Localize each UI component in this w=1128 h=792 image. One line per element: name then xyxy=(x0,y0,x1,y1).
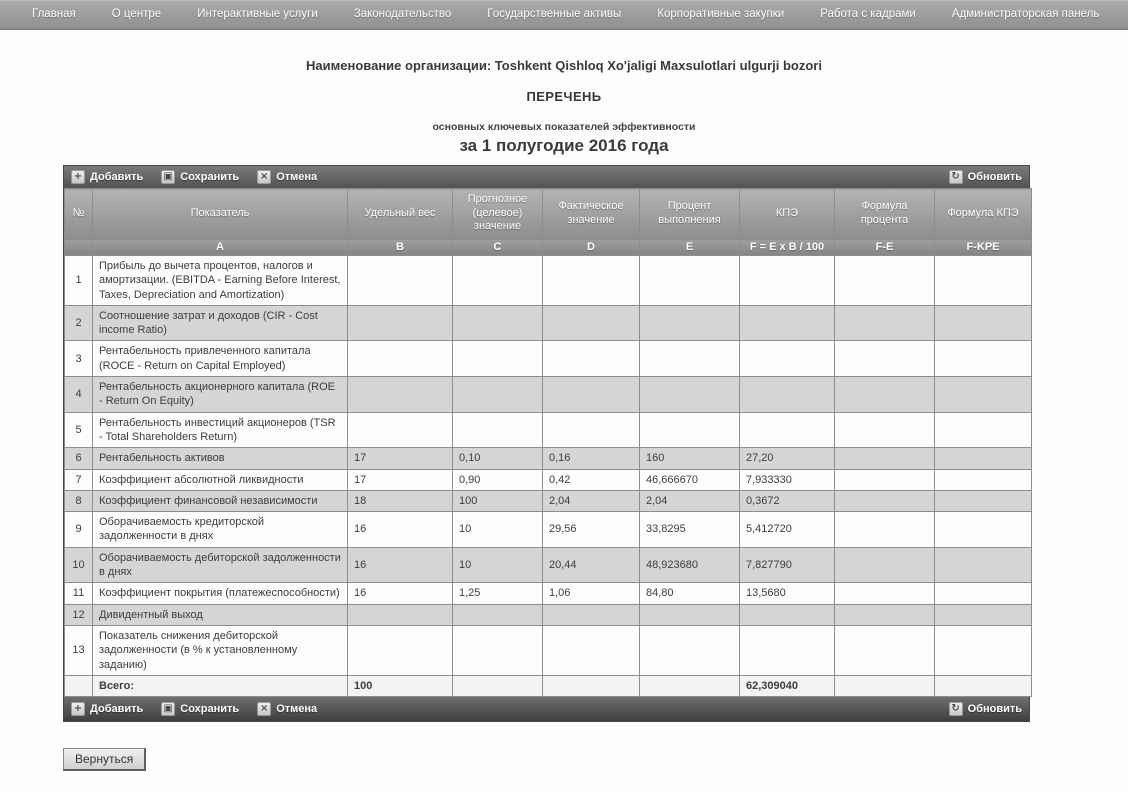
table-row[interactable] xyxy=(65,625,1032,675)
row-indicator: Дивидентный выход xyxy=(93,604,348,625)
letter-c: C xyxy=(453,239,543,256)
row-formula-kpe xyxy=(935,583,1032,604)
add-button-bottom[interactable] xyxy=(71,702,143,716)
row-percent: 2,04 xyxy=(640,490,740,511)
row-actual: 20,44 xyxy=(543,547,640,583)
table-footer xyxy=(65,675,1032,696)
row-number: 12 xyxy=(65,604,93,625)
row-number: 7 xyxy=(65,469,93,490)
letter-fkpe: F-KPE xyxy=(935,239,1032,256)
nav-item-interactive-services[interactable]: Интерактивные услуги xyxy=(197,8,318,20)
row-weight xyxy=(348,256,453,306)
cancel-button[interactable] xyxy=(257,170,317,184)
row-formula-percent xyxy=(835,469,935,490)
row-formula-kpe xyxy=(935,469,1032,490)
page-titles xyxy=(0,58,1128,156)
row-formula-percent xyxy=(835,583,935,604)
row-actual xyxy=(543,604,640,625)
row-number: 11 xyxy=(65,583,93,604)
row-number: 6 xyxy=(65,448,93,469)
row-kpe xyxy=(740,412,835,448)
total-label: Всего: xyxy=(93,675,348,696)
row-weight: 17 xyxy=(348,448,453,469)
row-formula-percent xyxy=(835,547,935,583)
nav-item-corporate-procurement[interactable]: Корпоративные закупки xyxy=(657,8,785,20)
row-formula-percent xyxy=(835,604,935,625)
row-formula-percent xyxy=(835,377,935,413)
add-button-label: Добавить xyxy=(90,171,144,183)
row-actual xyxy=(543,256,640,306)
row-kpe: 5,412720 xyxy=(740,512,835,548)
plus-icon: + xyxy=(71,170,85,184)
nav-item-hr[interactable]: Работа с кадрами xyxy=(820,8,916,20)
total-kpe: 62,309040 xyxy=(740,675,835,696)
row-kpe xyxy=(740,341,835,377)
refresh-button-bottom[interactable] xyxy=(949,702,1022,716)
row-number: 8 xyxy=(65,490,93,511)
table-row[interactable] xyxy=(65,512,1032,548)
row-actual: 29,56 xyxy=(543,512,640,548)
row-number: 9 xyxy=(65,512,93,548)
letter-f-formula: F = E x B / 100 xyxy=(740,239,835,256)
plus-icon: + xyxy=(71,702,85,716)
row-formula-percent xyxy=(835,448,935,469)
cancel-button-label: Отмена xyxy=(276,703,318,716)
col-formula-percent: Формула процента xyxy=(835,189,935,239)
row-percent: 46,666670 xyxy=(640,469,740,490)
row-kpe: 7,827790 xyxy=(740,547,835,583)
row-kpe xyxy=(740,377,835,413)
organization-name: Наименование организации: Toshkent Qishloq Xo'jaligi Maxsulotlari ulgurji bozori xyxy=(306,58,822,73)
row-formula-kpe xyxy=(935,377,1032,413)
row-kpe: 13,5680 xyxy=(740,583,835,604)
row-indicator: Рентабельность привлеченного капитала (ROCE - Return on Capital Employed) xyxy=(93,341,348,377)
row-formula-kpe xyxy=(935,625,1032,675)
letters-row xyxy=(65,239,1032,256)
row-target xyxy=(453,377,543,413)
row-percent xyxy=(640,412,740,448)
save-button-label: Сохранить xyxy=(180,703,240,716)
row-formula-percent xyxy=(835,256,935,306)
row-number: 3 xyxy=(65,341,93,377)
row-weight: 18 xyxy=(348,490,453,511)
letter-num xyxy=(65,239,93,256)
row-kpe xyxy=(740,604,835,625)
row-percent xyxy=(640,256,740,306)
row-actual xyxy=(543,305,640,341)
row-percent: 48,923680 xyxy=(640,547,740,583)
row-formula-percent xyxy=(835,305,935,341)
row-indicator: Коэффициент абсолютной ликвидности xyxy=(93,469,348,490)
table-row[interactable] xyxy=(65,490,1032,511)
col-weight: Удельный вес xyxy=(348,189,453,239)
row-formula-kpe xyxy=(935,412,1032,448)
row-target xyxy=(453,305,543,341)
row-actual xyxy=(543,341,640,377)
table-row[interactable] xyxy=(65,448,1032,469)
table-body xyxy=(65,256,1032,676)
row-formula-kpe xyxy=(935,305,1032,341)
row-actual xyxy=(543,412,640,448)
total-row xyxy=(65,675,1032,696)
row-target xyxy=(453,625,543,675)
table-row[interactable] xyxy=(65,341,1032,377)
row-kpe xyxy=(740,625,835,675)
kpi-table xyxy=(64,188,1032,697)
nav-item-legislation[interactable]: Законодательство xyxy=(353,8,452,20)
col-percent: Процент выполнения xyxy=(640,189,740,239)
row-percent: 33,8295 xyxy=(640,512,740,548)
row-number: 4 xyxy=(65,377,93,413)
row-weight xyxy=(348,412,453,448)
row-formula-kpe xyxy=(935,256,1032,306)
row-indicator: Рентабельность акционерного капитала (ROE - Return On Equity) xyxy=(93,377,348,413)
letter-fe: F-E xyxy=(835,239,935,256)
col-formula-kpe: Формула КПЭ xyxy=(935,189,1032,239)
table-row[interactable] xyxy=(65,412,1032,448)
row-weight xyxy=(348,625,453,675)
header-row xyxy=(65,189,1032,239)
row-percent xyxy=(640,625,740,675)
row-target: 10 xyxy=(453,512,543,548)
row-weight: 16 xyxy=(348,512,453,548)
document-period: за 1 полугодие 2016 года xyxy=(459,136,669,155)
refresh-icon: ↻ xyxy=(949,170,963,184)
refresh-icon: ↻ xyxy=(949,702,963,716)
row-target xyxy=(453,604,543,625)
table-row[interactable] xyxy=(65,604,1032,625)
row-kpe: 27,20 xyxy=(740,448,835,469)
top-nav xyxy=(0,0,1128,30)
nav-item-about[interactable]: О центре xyxy=(111,8,162,20)
col-actual: Фактическое значение xyxy=(543,189,640,239)
row-weight: 17 xyxy=(348,469,453,490)
row-percent xyxy=(640,305,740,341)
row-actual: 2,04 xyxy=(543,490,640,511)
row-formula-percent xyxy=(835,412,935,448)
row-target: 0,10 xyxy=(453,448,543,469)
row-indicator: Оборачиваемость дебиторской задолженности в днях xyxy=(93,547,348,583)
table-row[interactable] xyxy=(65,305,1032,341)
col-target: Прогнозное (целевое) значение xyxy=(453,189,543,239)
row-target: 1,25 xyxy=(453,583,543,604)
row-weight: 16 xyxy=(348,547,453,583)
row-kpe xyxy=(740,305,835,341)
row-number: 1 xyxy=(65,256,93,306)
row-indicator: Оборачиваемость кредиторской задолженности в днях xyxy=(93,512,348,548)
row-target xyxy=(453,412,543,448)
letter-b: B xyxy=(348,239,453,256)
nav-item-home[interactable]: Главная xyxy=(32,8,76,20)
row-percent: 84,80 xyxy=(640,583,740,604)
cancel-button-label: Отмена xyxy=(276,171,318,183)
row-indicator: Рентабельность активов xyxy=(93,448,348,469)
row-indicator: Прибыль до вычета процентов, налогов и амортизации. (EBITDA - Earning Before Interest, Taxes, Depreciation and Amortization) xyxy=(93,256,348,306)
letter-a: A xyxy=(93,239,348,256)
row-kpe: 7,933330 xyxy=(740,469,835,490)
letter-e: E xyxy=(640,239,740,256)
add-button-label: Добавить xyxy=(90,703,144,716)
table-row[interactable] xyxy=(65,377,1032,413)
row-kpe: 0,3672 xyxy=(740,490,835,511)
total-num-cell xyxy=(65,675,93,696)
col-kpe: КПЭ xyxy=(740,189,835,239)
row-actual xyxy=(543,625,640,675)
row-indicator: Показатель снижения дебиторской задолженности (в % к установленному заданию) xyxy=(93,625,348,675)
row-target: 0,90 xyxy=(453,469,543,490)
save-button-label: Сохранить xyxy=(180,171,240,183)
row-actual: 0,16 xyxy=(543,448,640,469)
row-indicator: Коэффициент покрытия (платежеспособности) xyxy=(93,583,348,604)
save-button[interactable] xyxy=(161,170,239,184)
save-icon: ▣ xyxy=(161,702,175,716)
kpi-grid xyxy=(63,165,1030,722)
row-formula-kpe xyxy=(935,547,1032,583)
row-number: 5 xyxy=(65,412,93,448)
row-formula-percent xyxy=(835,490,935,511)
col-number: № xyxy=(65,189,93,239)
row-formula-percent xyxy=(835,512,935,548)
cancel-button-bottom[interactable] xyxy=(257,702,317,716)
row-formula-kpe xyxy=(935,341,1032,377)
row-actual: 0,42 xyxy=(543,469,640,490)
row-formula-kpe xyxy=(935,604,1032,625)
row-target xyxy=(453,341,543,377)
row-indicator: Соотношение затрат и доходов (CIR - Cost income Ratio) xyxy=(93,305,348,341)
row-actual: 1,06 xyxy=(543,583,640,604)
row-percent: 160 xyxy=(640,448,740,469)
back-button[interactable]: Вернуться xyxy=(63,748,146,771)
table-row[interactable] xyxy=(65,256,1032,306)
table-row[interactable] xyxy=(65,547,1032,583)
row-weight: 16 xyxy=(348,583,453,604)
save-icon: ▣ xyxy=(161,170,175,184)
row-percent xyxy=(640,604,740,625)
row-target: 10 xyxy=(453,547,543,583)
refresh-button-label: Обновить xyxy=(967,171,1022,183)
row-number: 10 xyxy=(65,547,93,583)
close-icon: × xyxy=(257,702,271,716)
row-percent xyxy=(640,341,740,377)
row-weight xyxy=(348,377,453,413)
save-button-bottom[interactable] xyxy=(161,702,239,716)
row-weight xyxy=(348,604,453,625)
nav-item-state-assets[interactable]: Государственные активы xyxy=(487,8,622,20)
refresh-button-label: Обновить xyxy=(967,703,1022,716)
row-target xyxy=(453,256,543,306)
grid-toolbar-top xyxy=(64,166,1029,188)
row-number: 13 xyxy=(65,625,93,675)
row-formula-percent xyxy=(835,625,935,675)
col-indicator: Показатель xyxy=(93,189,348,239)
row-actual xyxy=(543,377,640,413)
refresh-button[interactable] xyxy=(949,170,1022,184)
row-weight xyxy=(348,305,453,341)
table-row[interactable] xyxy=(65,469,1032,490)
row-percent xyxy=(640,377,740,413)
nav-item-admin-panel[interactable]: Администраторская панель xyxy=(951,8,1100,20)
row-formula-kpe xyxy=(935,512,1032,548)
table-row[interactable] xyxy=(65,583,1032,604)
add-button[interactable] xyxy=(71,170,143,184)
row-number: 2 xyxy=(65,305,93,341)
row-indicator: Коэффициент финансовой независимости xyxy=(93,490,348,511)
row-target: 100 xyxy=(453,490,543,511)
row-formula-kpe xyxy=(935,490,1032,511)
row-weight xyxy=(348,341,453,377)
letter-d: D xyxy=(543,239,640,256)
grid-toolbar-bottom xyxy=(64,697,1029,721)
total-weight: 100 xyxy=(348,675,453,696)
document-subtitle: основных ключевых показателей эффективности xyxy=(432,121,696,133)
document-title: ПЕРЕЧЕНЬ xyxy=(526,89,602,104)
close-icon: × xyxy=(257,170,271,184)
row-formula-kpe xyxy=(935,448,1032,469)
row-formula-percent xyxy=(835,341,935,377)
row-kpe xyxy=(740,256,835,306)
row-indicator: Рентабельность инвестиций акционеров (TSR - Total Shareholders Return) xyxy=(93,412,348,448)
